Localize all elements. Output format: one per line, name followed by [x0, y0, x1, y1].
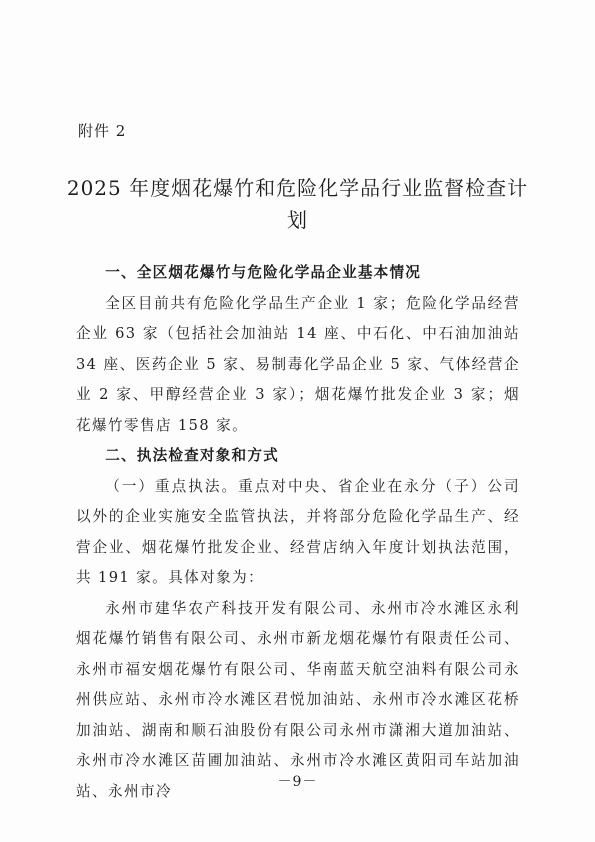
attachment-label: 附件 2	[78, 122, 127, 140]
section-1-heading: 一、全区烟花爆竹与危险化学品企业基本情况	[105, 264, 422, 281]
page-number: －9－	[277, 774, 318, 790]
enterprise-list-paragraph: 永州市建华农产科技开发有限公司、永州市冷水滩区永利烟花爆竹销售有限公司、永州市新龙烟花爆竹有限责任公司、永州市福安烟花爆竹有限公司、华南蓝天航空油料有限公司永州供应站、永州市冷水滩区君悦加油站、永州市冷水滩区花桥加油站、湖南和顺石油股份有限公司永州市潇湘大道加油站、永州市冷水滩区苗圃加油站、永州市冷水滩区黄阳司车站加油站、永州市冷	[76, 599, 520, 800]
document-body	[76, 258, 520, 807]
document-title: 2025 年度烟花爆竹和危险化学品行业监督检查计划	[66, 176, 529, 232]
section-1-paragraph: 全区目前共有危险化学品生产企业 1 家；危险化学品经营企业 63 家（包括社会加油站 14 座、中石化、中石油加油站 34 座、医药企业 5 家、易制毒化学品企业 5 家、气体经营企业 2 家、甲醇经营企业 3 家）；烟花爆竹批发企业 3 家；烟花爆竹零售店 158 家。	[76, 294, 520, 434]
section-2-paragraph: （一）重点执法。重点对中央、省企业在永分（子）公司以外的企业实施安全监管执法，并将部分危险化学品生产、经营企业、烟花爆竹批发企业、经营店纳入年度计划执法范围，共 191 家。具体对象为：	[76, 477, 520, 586]
section-2-heading: 二、执法检查对象和方式	[105, 447, 279, 464]
